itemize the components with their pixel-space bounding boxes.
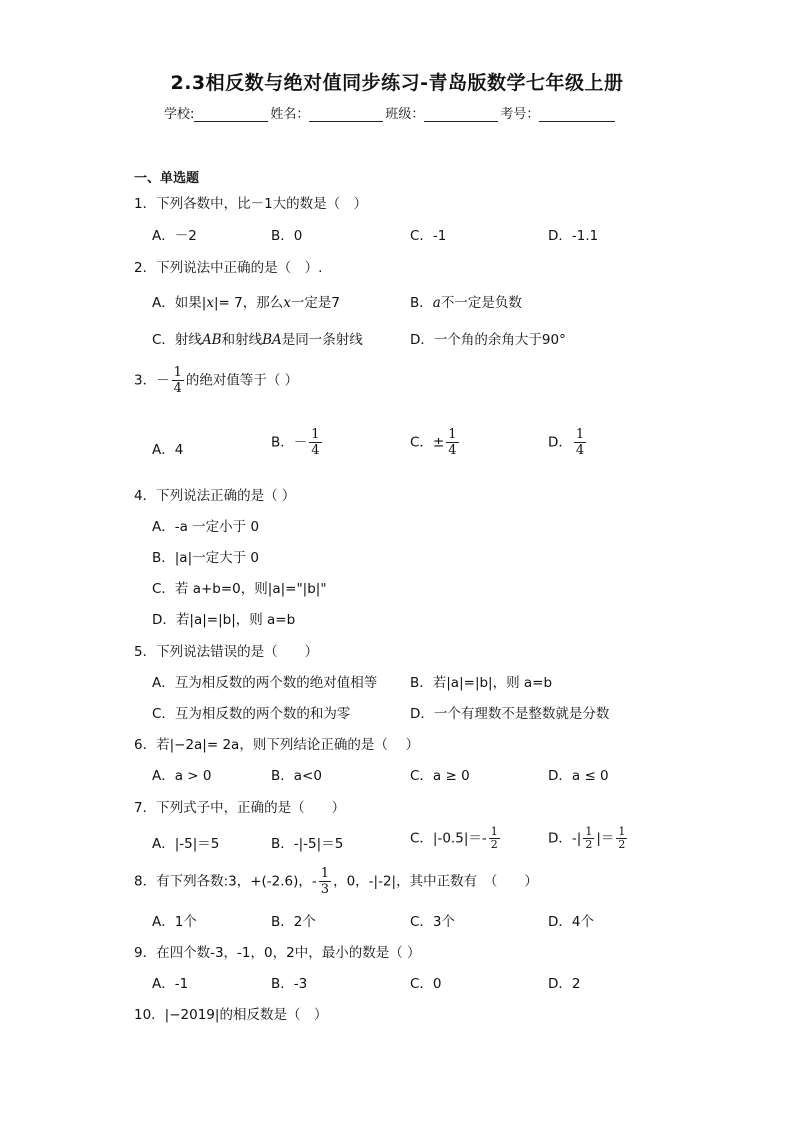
q2-c-ray1: AB	[201, 332, 222, 348]
q1-option-a: A．－2	[152, 228, 197, 244]
q7-c-numerator: 1	[490, 825, 498, 838]
q3-fraction	[172, 365, 184, 396]
q4-option-a: A．-a 一定小于 0	[152, 519, 260, 535]
q3-option-a: A．4	[152, 442, 184, 458]
question-8-stem	[134, 866, 538, 897]
q3-b-label: B．－	[271, 434, 308, 451]
q3-option-d	[548, 427, 588, 458]
q7-option-c	[410, 826, 502, 851]
q3-c-label: C．±	[410, 434, 445, 451]
q3-prefix: 3．－	[134, 372, 170, 389]
q3-c-numerator: 1	[448, 427, 457, 442]
q8-fraction	[319, 866, 331, 897]
q2-option-a: A．如果|x|= 7，那么x一定是7	[152, 295, 340, 311]
q3-c-denominator: 4	[448, 443, 457, 458]
q7-d-numerator-2: 1	[618, 825, 626, 838]
q8-fraction-denominator: 3	[320, 882, 330, 897]
q2-option-b	[410, 291, 522, 311]
q9-option-d: D．2	[548, 976, 581, 992]
q8-option-d: D．4个	[548, 914, 594, 930]
q4-option-c: C．若 a+b=0，则|a|="|b|"	[152, 581, 327, 597]
question-1-stem: 1．下列各数中，比－1大的数是（ ）	[134, 196, 368, 212]
q2-c-post: 是同一条射线	[281, 332, 363, 348]
exam-label: 考号：	[500, 107, 540, 122]
q2-b-var: a	[432, 295, 441, 311]
q2-b-text: 不一定是负数	[440, 295, 522, 311]
q3-fraction-numerator: 1	[173, 365, 182, 380]
q9-option-b: B．-3	[271, 976, 308, 992]
q2-c-text: C．射线	[152, 332, 202, 348]
q7-d-text: D．-|	[548, 830, 582, 847]
q9-option-c: C．0	[410, 976, 442, 992]
q7-d-denominator-1: 2	[585, 838, 593, 851]
page-title: 2.3相反数与绝对值同步练习-青岛版数学七年级上册	[170, 72, 624, 94]
q8-option-b: B．2个	[271, 914, 316, 930]
q2-option-d: D．一个角的余角大于90°	[410, 332, 566, 348]
name-label: 姓名：	[270, 107, 310, 122]
school-label: 学校:	[164, 107, 195, 122]
q2-a-var2: x	[283, 295, 291, 311]
q1-option-d: D．-1.1	[548, 228, 599, 244]
q3-d-numerator: 1	[575, 427, 585, 442]
q7-d-denominator-2: 2	[618, 838, 626, 851]
q2-a-mid: = 7，那么	[218, 295, 284, 311]
q6-option-c: C．a ≥ 0	[410, 768, 470, 784]
q7-c-fraction	[489, 826, 500, 851]
q8-prefix: 8．有下列各数:3，+(-2.6)，-	[134, 873, 317, 890]
q3-option-c	[410, 427, 461, 458]
question-2-stem: 2．下列说法中正确的是（ ）.	[134, 260, 323, 276]
q4-option-d: D．若|a|=|b|，则 a=b	[152, 612, 296, 628]
q2-a-var: x	[206, 295, 214, 311]
q3-d-denominator: 4	[575, 443, 585, 458]
q5-option-a: A．互为相反数的两个数的绝对值相等	[152, 675, 378, 691]
q7-d-fraction-1	[583, 826, 594, 851]
q2-a-post: 一定是7	[290, 295, 340, 311]
q3-b-denominator: 4	[311, 443, 320, 458]
q6-option-a: A．a > 0	[152, 768, 212, 784]
q2-b-label: B．	[410, 295, 433, 311]
q5-option-d: D．一个有理数不是整数就是分数	[410, 706, 610, 722]
q3-suffix: 的绝对值等于（ ）	[185, 372, 299, 389]
q7-option-b: B．-|-5|＝5	[271, 836, 344, 852]
q8-option-c: C．3个	[410, 914, 456, 930]
q5-option-c: C．互为相反数的两个数的和为零	[152, 706, 351, 722]
question-3-stem	[134, 365, 298, 396]
question-5-stem: 5．下列说法错误的是（ ）	[134, 644, 319, 660]
q3-b-numerator: 1	[311, 427, 320, 442]
q8-suffix: ，0，-|-2|，其中正数有 （ ）	[333, 873, 538, 890]
class-label: 班级：	[385, 107, 425, 122]
section-title: 一、单选题	[134, 171, 200, 186]
name-blank	[309, 107, 383, 122]
q4-option-b: B．|a|一定大于 0	[152, 550, 260, 566]
q2-c-ray2: BA	[262, 332, 282, 348]
q3-c-fraction	[446, 427, 458, 458]
q3-d-fraction	[574, 427, 586, 458]
q8-option-a: A．1个	[152, 914, 197, 930]
q3-option-b	[271, 427, 324, 458]
q2-option-c	[152, 328, 363, 348]
q7-option-a: A．|-5|＝5	[152, 836, 220, 852]
q1-option-c: C．-1	[410, 228, 447, 244]
question-9-stem: 9．在四个数-3，-1，0，2中，最小的数是（ ）	[134, 945, 421, 961]
q2-c-mid: 和射线	[221, 332, 263, 348]
q3-fraction-denominator: 4	[173, 381, 182, 396]
school-blank	[194, 107, 268, 122]
q7-c-denominator: 2	[490, 838, 498, 851]
q7-d-fraction-2	[616, 826, 627, 851]
question-4-stem: 4．下列说法正确的是（ ）	[134, 488, 296, 504]
question-10-stem: 10．|−2019|的相反数是（ ）	[134, 1007, 328, 1023]
q7-option-d	[548, 826, 629, 851]
q3-b-fraction	[309, 427, 321, 458]
q6-option-b: B．a<0	[271, 768, 322, 784]
question-6-stem: 6．若|−2a|= 2a，则下列结论正确的是（ ）	[134, 737, 420, 753]
q8-fraction-numerator: 1	[320, 866, 330, 881]
q7-c-text: C．|-0.5|＝-	[410, 830, 487, 847]
q3-d-label: D．	[548, 434, 572, 451]
question-7-stem: 7．下列式子中，正确的是（ ）	[134, 800, 346, 816]
q6-option-d: D．a ≤ 0	[548, 768, 609, 784]
exam-blank	[539, 107, 615, 122]
class-blank	[424, 107, 498, 122]
q1-option-b: B．0	[271, 228, 303, 244]
q9-option-a: A．-1	[152, 976, 189, 992]
student-info-line	[164, 103, 617, 122]
q5-option-b: B．若|a|=|b|，则 a=b	[410, 675, 553, 691]
q2-a-text: A．如果	[152, 295, 202, 311]
q7-d-mid: |＝	[596, 830, 615, 847]
q7-d-numerator-1: 1	[585, 825, 593, 838]
